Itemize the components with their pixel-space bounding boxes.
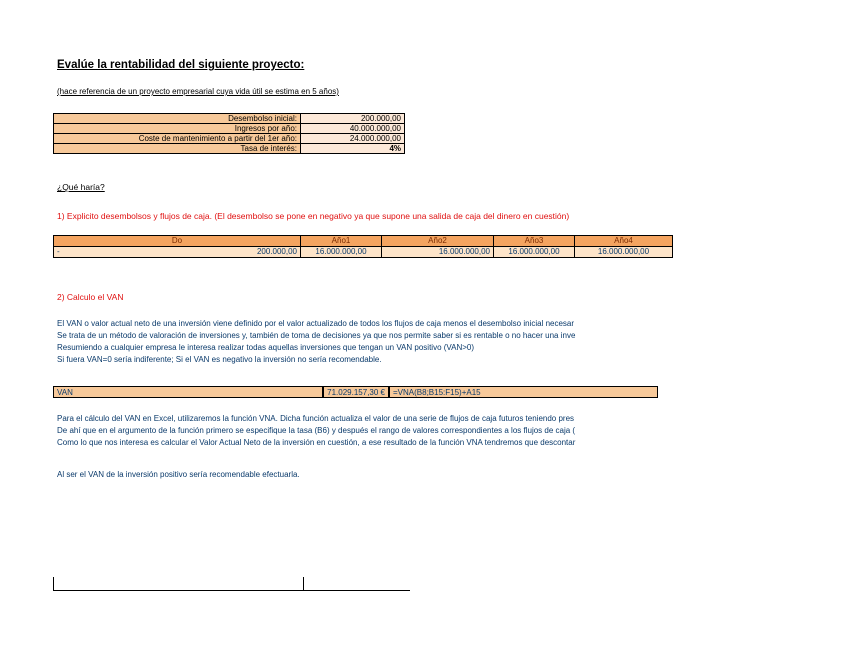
step1-text: 1) Explicito desembolsos y flujos de caja. (El desembolso se pone en negativo ya que supone una salida de caja del dinero en cuestión) xyxy=(57,211,570,221)
flows-header-cell[interactable]: Do xyxy=(54,236,301,247)
negative-sign: - xyxy=(57,247,60,256)
flows-value: 200.000,00 xyxy=(256,247,297,256)
param-label[interactable]: Tasa de interés: xyxy=(54,144,301,154)
flows-value-cell[interactable]: 16.000.000,00 xyxy=(494,247,575,258)
border-line xyxy=(53,577,54,591)
van-explanation-line: Si fuera VAN=0 sería indiferente; Si el VAN es negativo la inversión no sería recomendable. xyxy=(57,355,382,364)
question: ¿Qué haría? xyxy=(57,182,105,192)
param-label[interactable]: Coste de mantenimiento a partir del 1er año: xyxy=(54,134,301,144)
param-row-tasa xyxy=(54,144,405,154)
flows-value-cell[interactable]: 16.000.000,00 xyxy=(301,247,382,258)
flows-header-cell[interactable]: Año3 xyxy=(494,236,575,247)
flows-value-cell[interactable] xyxy=(54,247,301,258)
van-result-row xyxy=(53,386,658,398)
param-label[interactable]: Desembolso inicial: xyxy=(54,114,301,124)
cash-flows-table xyxy=(53,235,673,258)
step2-text: 2) Calculo el VAN xyxy=(57,292,124,302)
flows-value-cell[interactable]: 16.000.000,00 xyxy=(575,247,673,258)
excel-explanation-line: Para el cálculo del VAN en Excel, utilizaremos la función VNA. Dicha función actualiza el valor de una serie de flujos de caja futuros teniendo pres xyxy=(57,414,575,423)
param-row-ingresos xyxy=(54,124,405,134)
param-value[interactable]: 40.000.000,00 xyxy=(301,124,405,134)
subtitle: (hace referencia de un proyecto empresarial cuya vida útil se estima en 5 años) xyxy=(57,87,339,96)
van-label[interactable]: VAN xyxy=(53,386,323,398)
van-formula[interactable]: =VNA(B8;B15:F15)+A15 xyxy=(389,386,658,398)
flows-header-cell[interactable]: Año4 xyxy=(575,236,673,247)
van-explanation-line: Se trata de un método de valoración de inversiones y, también de toma de decisiones ya que nos permite saber si es rentable o no hacer una inve xyxy=(57,331,576,340)
param-value[interactable]: 24.000.000,00 xyxy=(301,134,405,144)
flows-header-row xyxy=(54,236,673,247)
param-value[interactable]: 4% xyxy=(301,144,405,154)
param-value[interactable]: 200.000,00 xyxy=(301,114,405,124)
van-explanation-line: Resumiendo a cualquier empresa le interesa realizar todas aquellas inversiones que tengan un VAN positivo (VAN>0) xyxy=(57,343,475,352)
border-line xyxy=(303,577,304,591)
conclusion-text: Al ser el VAN de la inversión positivo sería recomendable efectuarla. xyxy=(57,470,300,479)
van-explanation-line: El VAN o valor actual neto de una inversión viene definido por el valor actualizado de todos los flujos de caja menos el desembolso inicial necesar xyxy=(57,319,575,328)
excel-explanation-line: Como lo que nos interesa es calcular el Valor Actual Neto de la inversión en cuestión, a ese resultado de la función VNA tendremos que descontar xyxy=(57,438,576,447)
flows-header-cell[interactable]: Año2 xyxy=(382,236,494,247)
param-row-desembolso xyxy=(54,114,405,124)
flows-value-row xyxy=(54,247,673,258)
param-row-coste xyxy=(54,134,405,144)
excel-explanation-line: De ahí que en el argumento de la función primero se especifique la tasa (B6) y después el rango de valores correspondientes a los flujos de caja ( xyxy=(57,426,576,435)
flows-header-cell[interactable]: Año1 xyxy=(301,236,382,247)
border-line xyxy=(53,590,410,591)
flows-value-cell[interactable]: 16.000.000,00 xyxy=(382,247,494,258)
van-value[interactable]: 71.029.157,30 € xyxy=(323,386,389,398)
parameters-table xyxy=(53,113,405,154)
param-label[interactable]: Ingresos por año: xyxy=(54,124,301,134)
page-title: Evalúe la rentabilidad del siguiente proyecto: xyxy=(57,59,305,71)
